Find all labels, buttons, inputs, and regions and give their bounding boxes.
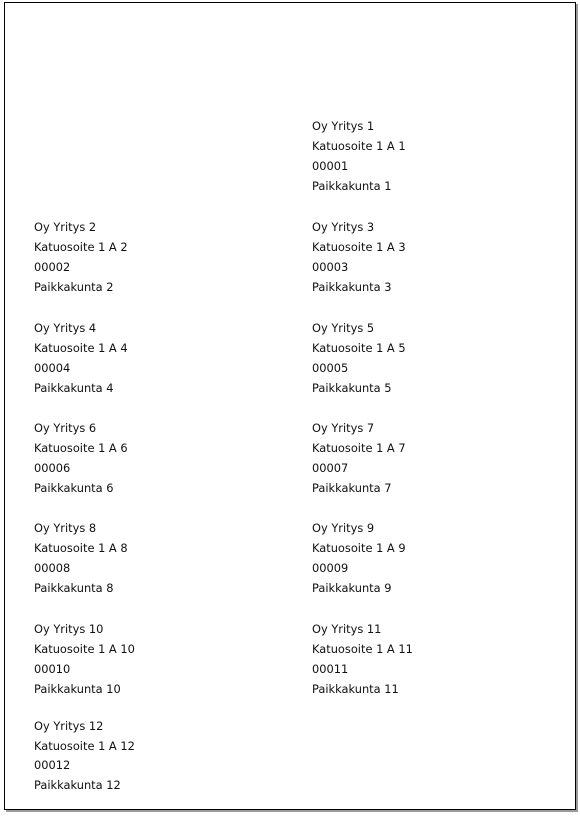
- postal-code: 00006: [34, 461, 71, 475]
- city: Paikkakunta 7: [312, 481, 392, 495]
- street-address: Katuosoite 1 A 12: [34, 738, 135, 753]
- street-address: Katuosoite 1 A 6: [34, 441, 128, 455]
- company-name: Oy Yritys 6: [34, 421, 97, 435]
- address-label-7: [312, 418, 406, 498]
- address-label-12: [34, 717, 135, 795]
- postal-code: 00008: [34, 561, 71, 575]
- city: Paikkakunta 2: [34, 280, 114, 294]
- company-name: Oy Yritys 8: [34, 521, 97, 535]
- street-address: Katuosoite 1 A 7: [312, 441, 406, 455]
- address-label-6: [34, 418, 128, 498]
- postal-code: 00010: [34, 662, 71, 676]
- address-label-8: [34, 518, 128, 598]
- city: Paikkakunta 3: [312, 280, 392, 294]
- address-label-9: [312, 518, 406, 598]
- address-label-1: [312, 116, 406, 196]
- company-name: Oy Yritys 1: [312, 119, 375, 133]
- street-address: Katuosoite 1 A 5: [312, 341, 406, 355]
- company-name: Oy Yritys 7: [312, 421, 375, 435]
- city: Paikkakunta 1: [312, 179, 392, 193]
- street-address: Katuosoite 1 A 8: [34, 541, 128, 555]
- company-name: Oy Yritys 10: [34, 622, 104, 636]
- street-address: Katuosoite 1 A 4: [34, 341, 128, 355]
- city: Paikkakunta 11: [312, 682, 399, 696]
- postal-code: 00002: [34, 260, 71, 274]
- postal-code: 00004: [34, 361, 71, 375]
- street-address: Katuosoite 1 A 3: [312, 240, 406, 254]
- address-label-3: [312, 217, 406, 297]
- postal-code: 00011: [312, 662, 349, 676]
- city: Paikkakunta 5: [312, 381, 392, 395]
- address-label-4: [34, 318, 128, 398]
- postal-code: 00003: [312, 260, 349, 274]
- postal-code: 00001: [312, 159, 349, 173]
- city: Paikkakunta 10: [34, 682, 121, 696]
- company-name: Oy Yritys 3: [312, 220, 375, 234]
- postal-code: 00005: [312, 361, 349, 375]
- street-address: Katuosoite 1 A 2: [34, 240, 128, 254]
- city: Paikkakunta 8: [34, 581, 114, 595]
- city: Paikkakunta 6: [34, 481, 114, 495]
- street-address: Katuosoite 1 A 11: [312, 642, 413, 656]
- street-address: Katuosoite 1 A 10: [34, 642, 135, 656]
- company-name: Oy Yritys 4: [34, 321, 97, 335]
- address-label-11: [312, 619, 413, 699]
- postal-code: 00012: [34, 758, 71, 772]
- company-name: Oy Yritys 5: [312, 321, 375, 335]
- street-address: Katuosoite 1 A 9: [312, 541, 406, 555]
- city: Paikkakunta 4: [34, 381, 114, 395]
- address-label-5: [312, 318, 406, 398]
- postal-code: 00007: [312, 461, 349, 475]
- street-address: Katuosoite 1 A 1: [312, 139, 406, 153]
- company-name: Oy Yritys 2: [34, 220, 97, 234]
- postal-code: 00009: [312, 561, 349, 575]
- city: Paikkakunta 12: [34, 777, 121, 792]
- company-name: Oy Yritys 11: [312, 622, 382, 636]
- company-name: Oy Yritys 9: [312, 521, 375, 535]
- address-label-2: [34, 217, 128, 297]
- company-name: Oy Yritys 12: [34, 719, 104, 733]
- address-label-10: [34, 619, 135, 699]
- city: Paikkakunta 9: [312, 581, 392, 595]
